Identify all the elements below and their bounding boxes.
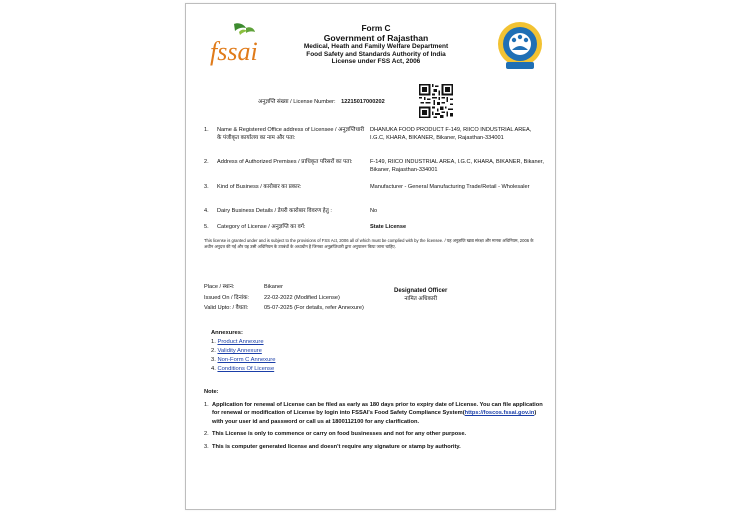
dairy-item xyxy=(204,207,549,217)
non-form-c-annexure-link[interactable]: Non-Form C Annexure xyxy=(217,356,276,363)
annexure-item xyxy=(211,365,275,374)
valid-label: Valid Upto: / वैधता: xyxy=(204,305,249,312)
item-number: 4. xyxy=(204,208,209,214)
note-number: 3. xyxy=(204,443,209,450)
annexure-number: 2. xyxy=(211,347,216,354)
note-text: This License is only to commence or carry on food businesses and not for any other purpose. xyxy=(212,431,467,438)
licensee-item xyxy=(204,126,549,156)
note-item-1 xyxy=(204,401,549,427)
issued-row xyxy=(204,293,364,304)
qr-code-icon xyxy=(419,84,453,118)
item-value: No xyxy=(370,208,378,214)
item-value: F-149, RIICO INDUSTRIAL AREA, I.G.C, KHARA, BIKANER, Bikaner, Bikaner, Rajasthan-334001 xyxy=(370,159,544,174)
item-label: Kind of Business / कारोबार का प्रकार: xyxy=(217,184,302,190)
item-label: Category of License / अनुज्ञप्ति का वर्ग: xyxy=(217,224,306,230)
government-title: Government of Rajasthan xyxy=(323,32,429,43)
item-label: Name & Registered Office address of Licensee / अनुज्ञप्तिधारी के पंजीकृत कार्यालय का नाम और पता: xyxy=(217,127,365,142)
license-document xyxy=(185,3,556,510)
note-text: This is computer generated license and doesn't require any signature or stamp by authority. xyxy=(212,443,461,450)
license-number-value: 12215017000202 xyxy=(341,99,385,105)
note-item-2 xyxy=(204,430,549,439)
annexures-block xyxy=(211,329,275,374)
note-number: 1. xyxy=(204,401,209,408)
license-number-label: अनुज्ञप्ति संख्या / License Number: xyxy=(258,99,336,105)
officer-hindi: नामित अधिकारी xyxy=(404,295,438,302)
officer-title: Designated Officer xyxy=(394,288,448,294)
note-item-3 xyxy=(204,443,549,452)
annexure-item xyxy=(211,338,275,347)
note-number: 2. xyxy=(204,431,209,438)
note-block xyxy=(204,388,549,451)
annexure-item xyxy=(211,347,275,356)
item-number: 2. xyxy=(204,159,209,165)
fssai-logo xyxy=(208,20,264,70)
annexure-item xyxy=(211,356,275,365)
item-value: DHANUKA FOOD PRODUCT F-149, RIICO INDUSTRIAL AREA, I.G.C, KHARA, BIKANER, Bikaner, Rajasthan-334001 xyxy=(370,127,532,142)
valid-row xyxy=(204,303,364,314)
annexures-title: Annexures: xyxy=(211,330,243,336)
item-number: 3. xyxy=(204,184,209,190)
conditions-of-license-link[interactable]: Conditions Of License xyxy=(217,365,275,372)
item-number: 1. xyxy=(204,127,209,133)
annexure-number: 4. xyxy=(211,365,216,372)
place-label: Place / स्थान: xyxy=(204,284,235,290)
place-value: Bikaner xyxy=(264,284,283,290)
authority-title: Food Safety and Standards Authority of India xyxy=(306,50,446,58)
validity-annexure-link[interactable]: Validity Annexure xyxy=(217,347,262,354)
annexure-number: 3. xyxy=(211,356,216,363)
annexure-number: 1. xyxy=(211,338,216,345)
rajasthan-health-logo xyxy=(492,20,548,72)
note-text: Application for renewal of License can be filed as early as 180 days prior to expiry date of License. You can file application for renewal or modification of License by login into FSSAI's Food Safety Compliance System( xyxy=(212,401,543,417)
category-item xyxy=(204,223,549,233)
issued-label: Issued On / दिनांक: xyxy=(204,294,249,301)
svg-text:fssai: fssai xyxy=(210,37,258,66)
act-title: License under FSS Act, 2006 xyxy=(331,58,421,66)
item-value: Manufacturer - General Manufacturing Trade/Retail - Wholesaler xyxy=(370,184,530,190)
business-kind-item xyxy=(204,183,549,203)
note-title: Note: xyxy=(204,389,219,395)
item-value: State License xyxy=(370,224,407,230)
place-row xyxy=(204,282,364,293)
item-label: Dairy Business Details / डेयरी कारोबार विवरण हेतु : xyxy=(217,208,332,214)
document-header xyxy=(266,24,486,66)
issued-value: 22-02-2022 (Modified License) xyxy=(264,294,340,301)
department-title: Medical, Heath and Family Welfare Department xyxy=(303,43,449,51)
item-label: Address of Authorized Premises / प्राधिकृत परिसरों का पता: xyxy=(217,159,353,165)
premises-item xyxy=(204,158,549,180)
place-date-block xyxy=(204,282,364,314)
designated-officer xyxy=(394,287,447,304)
foscos-link[interactable]: https://foscos.fssai.gov.in xyxy=(464,410,535,417)
disclaimer-text: This license is granted under and is subject to the provisions of FSS Act, 2006 all of which must be complied with by the licensee. / यह अनुज्ञप्ति खाद्य संरक्षा और मानक अधिनियम, 2006 के अधीन अनुदत्त की गई और यह उसी अधिनियम के उपबंधों के अध्यधीन है जिनका अनुज्ञप्तिधारी द्वारा अनुपालन किया जाना चाहिए. xyxy=(204,238,534,250)
note-text: ) with your user id and password or call us at 1800112100 for any clarification. xyxy=(212,410,537,425)
item-number: 5. xyxy=(204,224,209,230)
product-annexure-link[interactable]: Product Annexure xyxy=(217,338,264,345)
license-number-row xyxy=(258,97,385,105)
form-title: Form C xyxy=(361,23,391,33)
valid-value: 05-07-2025 (For details, refer Annexure) xyxy=(264,305,364,312)
